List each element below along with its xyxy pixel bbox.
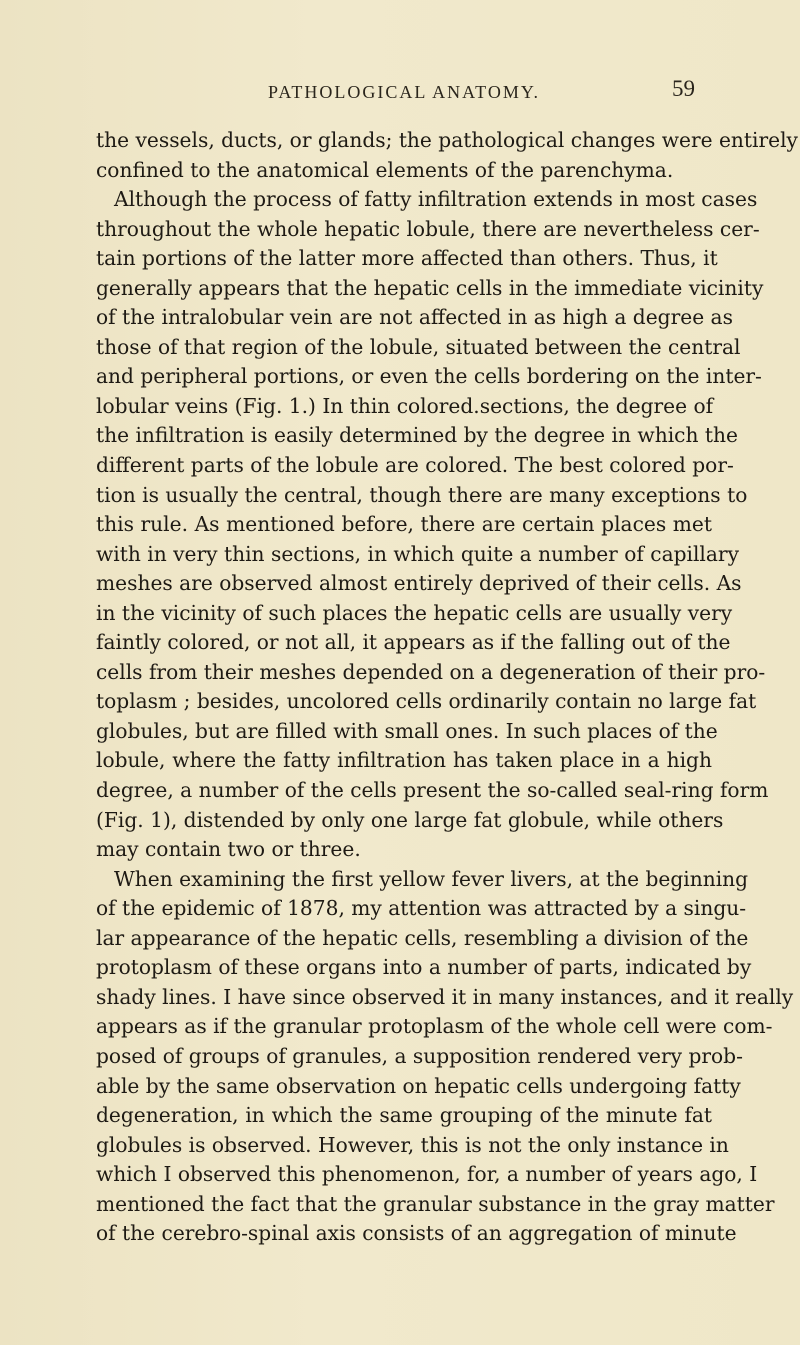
text-line: of the cerebro-spinal axis consists of an aggregation of minute — [96, 1221, 737, 1246]
text-line: this rule. As mentioned before, there are certain places met — [96, 512, 712, 537]
text-line: appears as if the granular protoplasm of the whole cell were com- — [96, 1014, 773, 1039]
text-line: of the intralobular vein are not affected in as high a degree as — [96, 305, 733, 330]
text-line: lar appearance of the hepatic cells, resembling a division of the — [96, 925, 749, 950]
text-line: faintly colored, or not all, it appears as if the falling out of the — [96, 630, 731, 655]
text-line: shady lines. I have since observed it in many instances, and it really — [96, 984, 794, 1009]
text-line: globules, but are filled with small ones. In such places of the — [96, 718, 718, 743]
text-line: those of that region of the lobule, situated between the central — [96, 334, 741, 359]
text-line: globules is observed. However, this is not the only instance in — [96, 1132, 729, 1157]
text-line: in the vicinity of such places the hepatic cells are usually very — [96, 600, 733, 625]
text-line: Although the process of fatty infiltration extends in most cases — [114, 187, 758, 212]
text-line: tion is usually the central, though there are many exceptions to — [96, 482, 748, 507]
text-line: may contain two or three. — [96, 837, 361, 862]
text-line: meshes are observed almost entirely deprived of their cells. As — [96, 571, 742, 596]
text-line: posed of groups of granules, a supposition rendered very prob- — [96, 1043, 743, 1068]
text-line: degree, a number of the cells present the so-called seal-ring form — [96, 778, 769, 803]
text-line: generally appears that the hepatic cells in the immediate vicinity — [96, 275, 764, 300]
text-line: the infiltration is easily determined by the degree in which the — [96, 423, 738, 448]
text-line: lobule, where the fatty infiltration has taken place in a high — [96, 748, 712, 773]
text-line: cells from their meshes depended on a degeneration of their pro- — [96, 659, 766, 684]
running-head: PATHOLOGICAL ANATOMY. — [268, 82, 541, 102]
text-line: able by the same observation on hepatic cells undergoing fatty — [96, 1073, 741, 1098]
text-line: the vessels, ducts, or glands; the pathological changes were entirely — [96, 128, 798, 152]
body-text — [96, 126, 798, 1249]
text-line: lobular veins (Fig. 1.) In thin colored.sections, the degree of — [96, 393, 714, 418]
text-line: toplasm ; besides, uncolored cells ordinarily contain no large fat — [96, 689, 757, 714]
text-line: (Fig. 1), distended by only one large fat globule, while others — [96, 807, 724, 832]
text-line: confined to the anatomical elements of the parenchyma. — [96, 157, 674, 182]
text-line: throughout the whole hepatic lobule, there are nevertheless cer- — [96, 216, 760, 241]
text-line: which I observed this phenomenon, for, a number of years ago, I — [96, 1162, 758, 1187]
text-line: with in very thin sections, in which quite a number of capillary — [96, 541, 739, 566]
text-line: mentioned the fact that the granular substance in the gray matter — [96, 1191, 775, 1216]
text-line: protoplasm of these organs into a number of parts, indicated by — [96, 955, 752, 980]
page-number: 59 — [672, 76, 695, 101]
text-line: When examining the first yellow fever livers, at the beginning — [114, 866, 749, 891]
text-line: and peripheral portions, or even the cells bordering on the inter- — [96, 364, 762, 389]
text-line: of the epidemic of 1878, my attention was attracted by a singu- — [96, 896, 747, 921]
text-line: different parts of the lobule are colored. The best colored por- — [96, 453, 734, 478]
text-line: tain portions of the latter more affected than others. Thus, it — [96, 246, 718, 271]
text-line: degeneration, in which the same grouping of the minute fat — [96, 1103, 712, 1128]
